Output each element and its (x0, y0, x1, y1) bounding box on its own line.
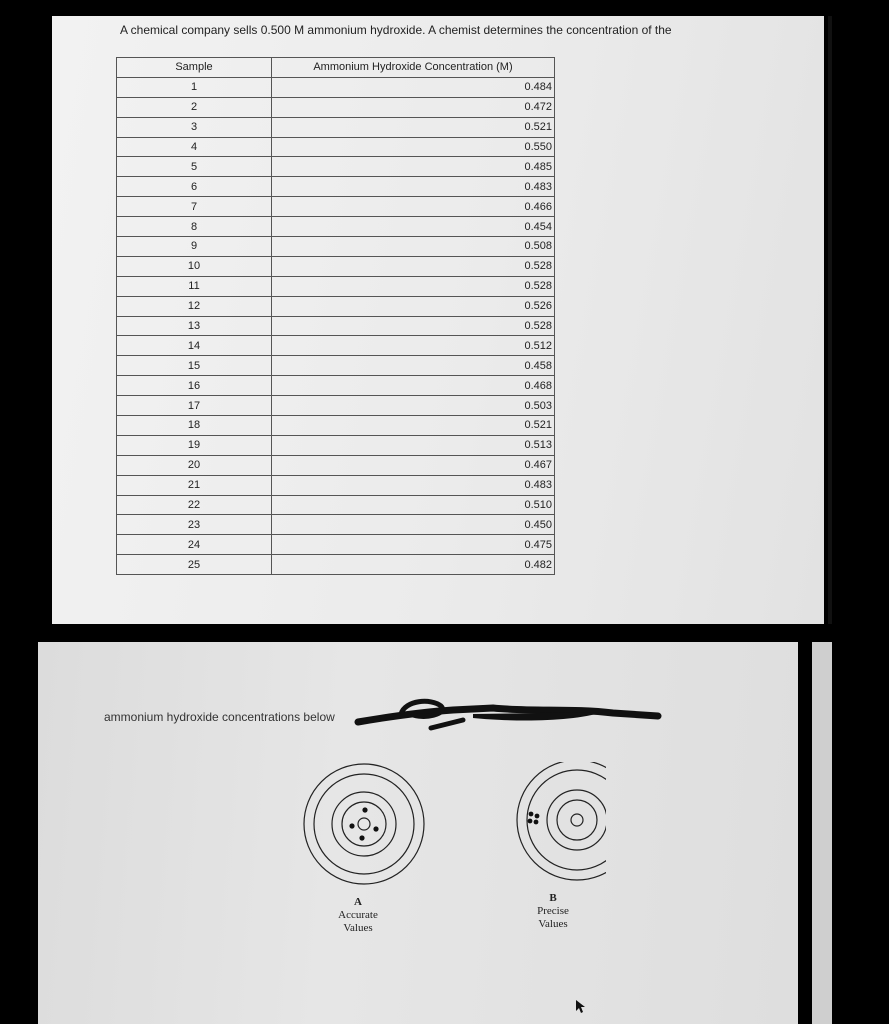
table-row (117, 276, 555, 296)
dart-dot (359, 835, 364, 840)
table-row (117, 455, 555, 475)
accuracy-precision-diagram (296, 762, 606, 892)
sample-number-cell: 13 (117, 316, 272, 336)
dart-dot (528, 819, 533, 824)
right-page-strip (812, 642, 832, 1024)
table-row (117, 177, 555, 197)
concentration-cell: 0.521 (272, 117, 555, 137)
caption-a-letter: A (354, 896, 362, 908)
table-row (117, 77, 555, 97)
concentration-cell: 0.483 (272, 177, 555, 197)
caption-b-line2: Values (538, 918, 568, 930)
table-header-row (117, 58, 555, 78)
concentration-header: Ammonium Hydroxide Concentration (M) (272, 58, 555, 78)
concentration-cell: 0.484 (272, 77, 555, 97)
bottom-document-photo (38, 642, 798, 1024)
sample-number-cell: 24 (117, 535, 272, 555)
dart-dot (373, 826, 378, 831)
concentration-cell: 0.510 (272, 495, 555, 515)
concentration-cell: 0.528 (272, 316, 555, 336)
target-b (517, 762, 606, 880)
table-row (117, 555, 555, 575)
sample-number-cell: 16 (117, 376, 272, 396)
dart-dot (534, 820, 539, 825)
table-row (117, 316, 555, 336)
table-row (117, 97, 555, 117)
table-row (117, 515, 555, 535)
concentration-cell: 0.475 (272, 535, 555, 555)
table-row (117, 475, 555, 495)
sample-number-cell: 20 (117, 455, 272, 475)
concentration-cell: 0.483 (272, 475, 555, 495)
concentration-cell: 0.485 (272, 157, 555, 177)
concentration-cell: 0.450 (272, 515, 555, 535)
concentration-table (116, 57, 555, 575)
concentration-cell: 0.482 (272, 555, 555, 575)
dart-dot (362, 807, 367, 812)
mouse-cursor-icon (574, 998, 586, 1014)
concentration-cell: 0.512 (272, 336, 555, 356)
table-row (117, 376, 555, 396)
table-body (117, 77, 555, 574)
sample-number-cell: 1 (117, 77, 272, 97)
sample-number-cell: 10 (117, 256, 272, 276)
concentration-cell: 0.472 (272, 97, 555, 117)
table-row (117, 435, 555, 455)
concentration-cell: 0.467 (272, 455, 555, 475)
redaction-scribble (353, 692, 663, 737)
concentration-cell: 0.528 (272, 276, 555, 296)
table-row (117, 117, 555, 137)
table-row (117, 157, 555, 177)
concentration-cell: 0.468 (272, 376, 555, 396)
sample-number-cell: 21 (117, 475, 272, 495)
caption-a-line1: Accurate (338, 909, 378, 921)
concentration-cell: 0.454 (272, 217, 555, 237)
table-row (117, 256, 555, 276)
sample-number-cell: 9 (117, 237, 272, 257)
table-row (117, 217, 555, 237)
sample-number-cell: 4 (117, 137, 272, 157)
sample-number-cell: 15 (117, 356, 272, 376)
table-row (117, 535, 555, 555)
sample-number-cell: 19 (117, 435, 272, 455)
target-a (304, 764, 424, 884)
top-document-photo (52, 16, 824, 624)
caption-a-line2: Values (343, 922, 373, 934)
dart-dot (535, 814, 540, 819)
sample-number-cell: 5 (117, 157, 272, 177)
table-row (117, 237, 555, 257)
dart-dot (529, 812, 534, 817)
sample-number-cell: 8 (117, 217, 272, 237)
concentration-cell: 0.528 (272, 256, 555, 276)
table-row (117, 396, 555, 416)
concentration-cell: 0.550 (272, 137, 555, 157)
table-row (117, 197, 555, 217)
concentration-cell: 0.521 (272, 416, 555, 436)
photo-divider (0, 624, 889, 640)
dart-dot (349, 823, 354, 828)
sample-number-cell: 14 (117, 336, 272, 356)
sample-number-cell: 23 (117, 515, 272, 535)
caption-b-line1: Precise (537, 905, 569, 917)
table-row (117, 356, 555, 376)
table-row (117, 137, 555, 157)
table-row (117, 416, 555, 436)
caption-b-letter: B (549, 892, 557, 904)
sample-number-cell: 18 (117, 416, 272, 436)
table-row (117, 495, 555, 515)
table-row (117, 296, 555, 316)
caption-accurate (323, 896, 393, 935)
sample-number-cell: 6 (117, 177, 272, 197)
intro-text: A chemical company sells 0.500 M ammonium hydroxide. A chemist determines the concentration of the (120, 23, 672, 37)
concentration-cell: 0.503 (272, 396, 555, 416)
sample-number-cell: 3 (117, 117, 272, 137)
concentration-cell: 0.466 (272, 197, 555, 217)
sample-number-cell: 11 (117, 276, 272, 296)
sample-number-cell: 25 (117, 555, 272, 575)
sample-number-cell: 12 (117, 296, 272, 316)
right-dark-bar (798, 642, 812, 1024)
sample-number-cell: 22 (117, 495, 272, 515)
caption-precise (518, 892, 588, 931)
concentration-cell: 0.513 (272, 435, 555, 455)
table-row (117, 336, 555, 356)
bottom-text: ammonium hydroxide concentrations below (104, 710, 335, 724)
sample-number-cell: 17 (117, 396, 272, 416)
concentration-cell: 0.526 (272, 296, 555, 316)
sample-number-cell: 7 (117, 197, 272, 217)
sample-number-cell: 2 (117, 97, 272, 117)
concentration-cell: 0.458 (272, 356, 555, 376)
concentration-cell: 0.508 (272, 237, 555, 257)
sample-header: Sample (117, 58, 272, 78)
